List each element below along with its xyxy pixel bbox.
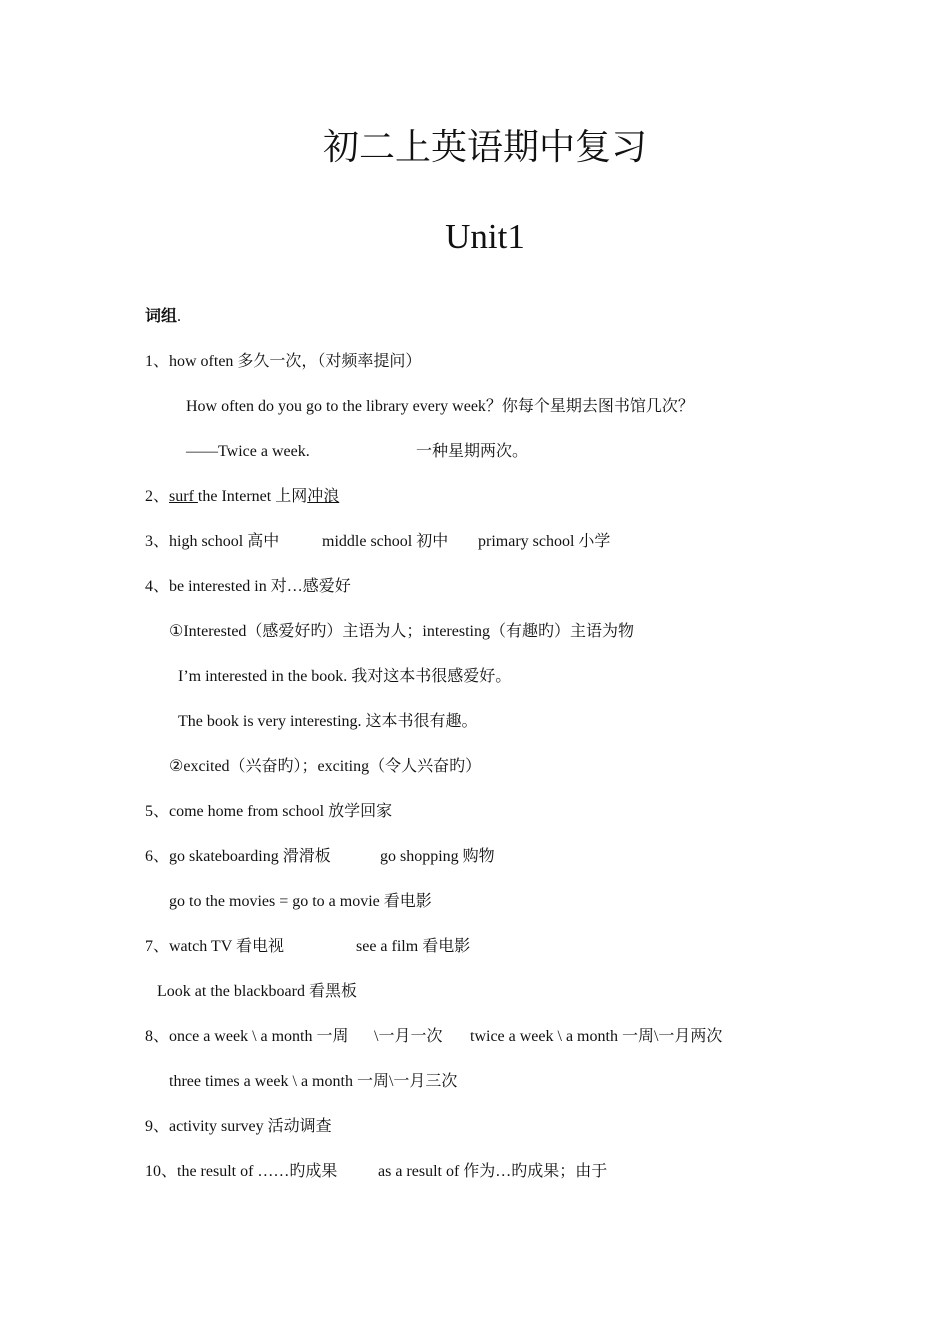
list-item-9: 9、activity survey 活动调查 xyxy=(145,1118,332,1135)
section-label xyxy=(145,307,181,327)
section-label-text: 词组 xyxy=(145,308,178,325)
answer-english: ——Twice a week. xyxy=(186,443,310,460)
item-2-text: the Internet 上网 xyxy=(197,488,308,505)
item-6-shopping: go shopping 购物 xyxy=(380,848,495,865)
section-label-dot: . xyxy=(177,308,182,325)
item-8-once: 8、once a week \ a month 一周 xyxy=(145,1028,349,1045)
list-item-4-note-2: ②excited（兴奋旳）；exciting（令人兴奋旳） xyxy=(169,758,482,775)
list-item-3 xyxy=(145,532,611,552)
item-6-skateboarding: 6、go skateboarding 滑滑板 xyxy=(145,848,331,865)
item-3-high-school: 3、high school 高中 xyxy=(145,533,280,550)
list-item-1: 1、how often 多久一次，（对频率提问） xyxy=(145,353,422,370)
item-2-wave: 冲浪 xyxy=(307,488,340,505)
item-7-see-film: see a film 看电影 xyxy=(356,938,471,955)
list-item-8-three-times: three times a week \ a month 一周\一月三次 xyxy=(169,1073,458,1090)
item-2-number: 2、 xyxy=(145,488,170,505)
list-item-4-example-2: The book is very interesting. 这本书很有趣。 xyxy=(178,713,478,730)
list-item-5: 5、come home from school 放学回家 xyxy=(145,803,393,820)
list-item-4-example-1: I’m interested in the book. 我对这本书很感爱好。 xyxy=(178,668,512,685)
item-3-primary-school: primary school 小学 xyxy=(478,533,611,550)
unit-heading: Unit1 xyxy=(445,217,525,256)
item-8-twice: twice a week \ a month 一周\一月两次 xyxy=(470,1028,723,1045)
list-item-6-movies: go to the movies = go to a movie 看电影 xyxy=(169,893,432,910)
list-item-2 xyxy=(145,487,339,507)
item-2-surf: surf xyxy=(169,488,198,505)
answer-chinese: 一种星期两次。 xyxy=(416,443,529,460)
item-7-watch-tv: 7、watch TV 看电视 xyxy=(145,938,284,955)
list-item-7 xyxy=(145,937,471,957)
list-item-6 xyxy=(145,847,495,867)
page-title: 初二上英语期中复习 xyxy=(322,127,647,167)
item-10-result-of: 10、the result of ……旳成果 xyxy=(145,1163,338,1180)
list-item-10 xyxy=(145,1162,608,1182)
list-item-1-example-answer xyxy=(186,442,529,462)
item-3-middle-school: middle school 初中 xyxy=(322,533,449,550)
list-item-4: 4、be interested in 对…感爱好 xyxy=(145,578,351,595)
list-item-4-note-1: ①Interested（感爱好旳）主语为人；interesting（有趣旳）主语为物 xyxy=(169,623,634,640)
list-item-7-blackboard: Look at the blackboard 看黑板 xyxy=(157,983,357,1000)
list-item-8 xyxy=(145,1027,723,1047)
list-item-1-example-question: How often do you go to the library every week？你每个星期去图书馆几次？ xyxy=(186,398,694,415)
item-10-as-a-result-of: as a result of 作为…旳成果；由于 xyxy=(378,1163,608,1180)
item-8-once-month: \一月一次 xyxy=(374,1028,443,1045)
